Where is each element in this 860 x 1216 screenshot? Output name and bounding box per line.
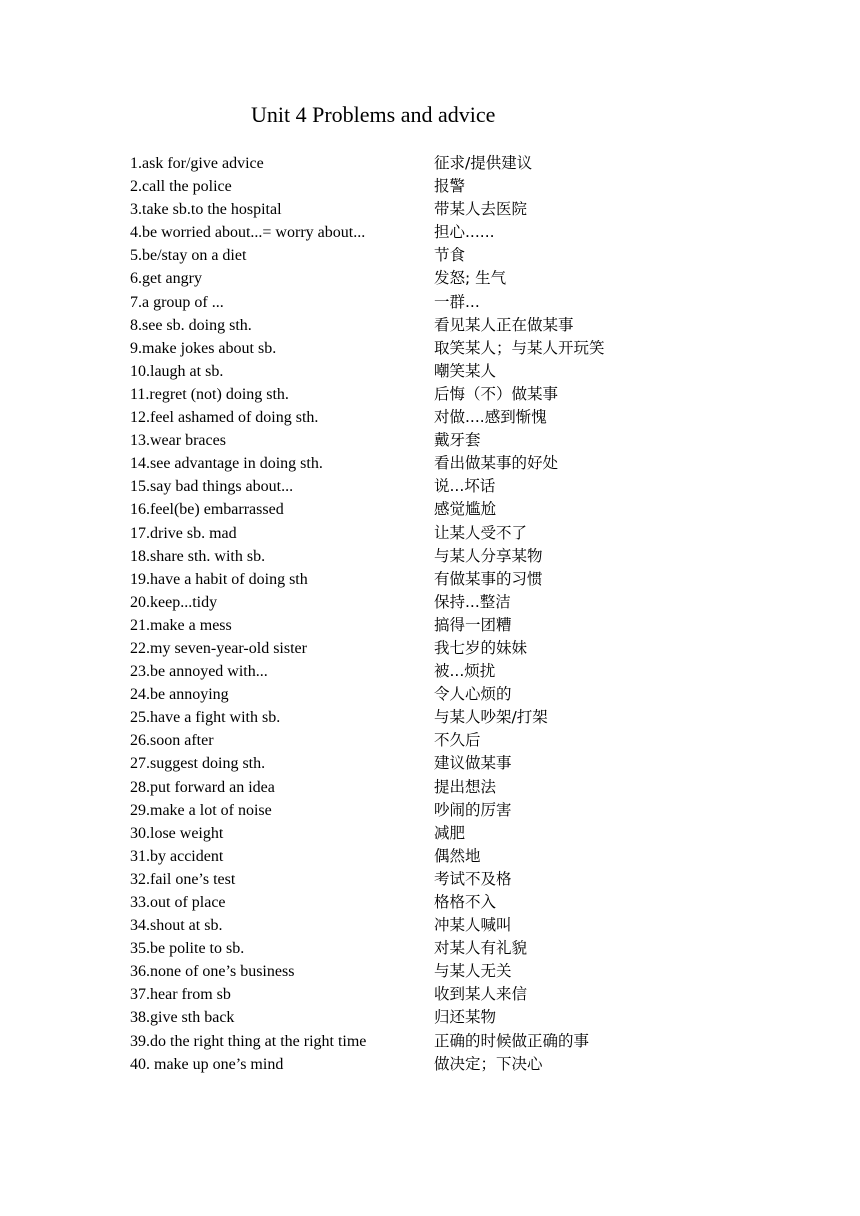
- vocabulary-row: [130, 983, 730, 1006]
- vocabulary-row: [130, 706, 730, 729]
- chinese-translation: 吵闹的厉害: [434, 800, 512, 819]
- vocabulary-row: [130, 960, 730, 983]
- vocabulary-row: [130, 568, 730, 591]
- english-phrase: 38.give sth back: [130, 1009, 235, 1027]
- english-phrase: 31.by accident: [130, 847, 224, 865]
- english-phrase: 36.none of one’s business: [130, 963, 295, 981]
- english-phrase: 3.take sb.to the hospital: [130, 201, 282, 219]
- english-phrase: 24.be annoying: [130, 686, 229, 704]
- english-phrase: 11.regret (not) doing sth.: [130, 385, 289, 403]
- vocabulary-row: [130, 383, 730, 406]
- chinese-translation: 看出做某事的好处: [434, 454, 559, 473]
- vocabulary-row: [130, 314, 730, 337]
- page-title: Unit 4 Problems and advice: [251, 102, 496, 127]
- vocabulary-row: [130, 522, 730, 545]
- vocabulary-row: [130, 545, 730, 568]
- chinese-translation: 与某人吵架/打架: [434, 708, 548, 727]
- chinese-translation: 偶然地: [434, 846, 481, 865]
- vocabulary-row: [130, 337, 730, 360]
- chinese-translation: 说...坏话: [434, 477, 496, 496]
- vocabulary-row: [130, 776, 730, 799]
- vocabulary-row: [130, 498, 730, 521]
- chinese-translation: 不久后: [434, 731, 481, 750]
- vocabulary-row: [130, 914, 730, 937]
- english-phrase: 35.be polite to sb.: [130, 940, 245, 958]
- chinese-translation: 取笑某人；与某人开玩笑: [434, 338, 605, 357]
- vocabulary-row: [130, 221, 730, 244]
- english-phrase: 1.ask for/give advice: [130, 155, 264, 172]
- english-phrase: 23.be annoyed with...: [130, 663, 268, 681]
- chinese-translation: 归还某物: [434, 1008, 497, 1027]
- english-phrase: 18.share sth. with sb.: [130, 547, 266, 565]
- chinese-translation: 感觉尴尬: [434, 500, 497, 519]
- english-phrase: 25.have a fight with sb.: [130, 709, 281, 727]
- chinese-translation: 戴牙套: [434, 431, 481, 450]
- vocabulary-row: [130, 729, 730, 752]
- chinese-translation: 让某人受不了: [434, 523, 528, 542]
- english-phrase: 2.call the police: [130, 178, 232, 196]
- english-phrase: 34.shout at sb.: [130, 917, 223, 935]
- english-phrase: 30.lose weight: [130, 824, 224, 842]
- chinese-translation: 提出想法: [434, 777, 497, 796]
- vocabulary-row: [130, 175, 730, 198]
- vocabulary-row: [130, 683, 730, 706]
- english-phrase: 40. make up one’s mind: [130, 1055, 284, 1073]
- english-phrase: 20.keep...tidy: [130, 593, 218, 611]
- vocabulary-row: [130, 591, 730, 614]
- vocabulary-row: [130, 637, 730, 660]
- english-phrase: 21.make a mess: [130, 616, 232, 634]
- vocabulary-row: [130, 152, 730, 175]
- chinese-translation: 令人心烦的: [434, 685, 512, 704]
- english-phrase: 26.soon after: [130, 732, 214, 750]
- english-phrase: 13.wear braces: [130, 432, 226, 450]
- vocabulary-row: [130, 1006, 730, 1029]
- vocabulary-row: [130, 267, 730, 290]
- chinese-translation: 减肥: [434, 823, 466, 842]
- english-phrase: 9.make jokes about sb.: [130, 339, 277, 357]
- chinese-translation: 与某人无关: [434, 962, 512, 981]
- english-phrase: 29.make a lot of noise: [130, 801, 272, 819]
- chinese-translation: 发怒; 生气: [434, 269, 507, 288]
- chinese-translation: 考试不及格: [434, 869, 512, 888]
- chinese-translation: 冲某人喊叫: [434, 916, 512, 935]
- english-phrase: 39.do the right thing at the right time: [130, 1032, 367, 1050]
- vocabulary-row: [130, 1053, 730, 1076]
- english-phrase: 6.get angry: [130, 270, 202, 288]
- chinese-translation: 嘲笑某人: [434, 361, 497, 380]
- english-phrase: 8.see sb. doing sth.: [130, 316, 252, 334]
- english-phrase: 4.be worried about...= worry about...: [130, 224, 366, 242]
- english-phrase: 33.out of place: [130, 894, 226, 911]
- english-phrase: 17.drive sb. mad: [130, 524, 237, 542]
- chinese-translation: 建议做某事: [434, 754, 512, 773]
- english-phrase: 12.feel ashamed of doing sth.: [130, 409, 319, 427]
- vocabulary-row: [130, 452, 730, 475]
- vocabulary-row: [130, 244, 730, 267]
- vocabulary-row: [130, 752, 730, 775]
- vocabulary-row: [130, 198, 730, 221]
- chinese-translation: 被...烦扰: [434, 662, 496, 681]
- english-phrase: 32.fail one’s test: [130, 870, 236, 888]
- vocabulary-row: [130, 1030, 730, 1053]
- chinese-translation: 节食: [434, 246, 466, 265]
- chinese-translation: 报警: [434, 177, 466, 196]
- chinese-translation: 保持...整洁: [434, 592, 511, 611]
- chinese-translation: 对做....感到惭愧: [434, 408, 547, 427]
- vocabulary-row: [130, 868, 730, 891]
- vocabulary-row: [130, 845, 730, 868]
- english-phrase: 16.feel(be) embarrassed: [130, 501, 284, 519]
- chinese-translation: 收到某人来信: [434, 985, 528, 1004]
- chinese-translation: 搞得一团糟: [434, 615, 512, 634]
- vocabulary-row: [130, 614, 730, 637]
- english-phrase: 22.my seven-year-old sister: [130, 639, 307, 657]
- vocabulary-row: [130, 937, 730, 960]
- vocabulary-row: [130, 799, 730, 822]
- vocabulary-row: [130, 475, 730, 498]
- chinese-translation: 我七岁的妹妹: [434, 638, 528, 657]
- vocabulary-row: [130, 406, 730, 429]
- chinese-translation: 带某人去医院: [434, 200, 528, 219]
- english-phrase: 14.see advantage in doing sth.: [130, 455, 323, 473]
- vocabulary-row: [130, 891, 730, 914]
- chinese-translation: 做决定；下决心: [434, 1054, 543, 1073]
- vocabulary-row: [130, 360, 730, 383]
- vocabulary-row: [130, 822, 730, 845]
- english-phrase: 37.hear from sb: [130, 986, 231, 1004]
- chinese-translation: 后悔（不）做某事: [434, 384, 559, 403]
- vocabulary-list: [130, 152, 730, 1076]
- chinese-translation: 一群...: [434, 292, 480, 311]
- english-phrase: 28.put forward an idea: [130, 778, 275, 796]
- vocabulary-row: [130, 660, 730, 683]
- vocabulary-row: [130, 429, 730, 452]
- chinese-translation: 看见某人正在做某事: [434, 315, 574, 334]
- english-phrase: 15.say bad things about...: [130, 478, 294, 496]
- english-phrase: 7.a group of ...: [130, 293, 224, 311]
- chinese-translation: 有做某事的习惯: [434, 569, 543, 588]
- english-phrase: 10.laugh at sb.: [130, 362, 224, 380]
- english-phrase: 27.suggest doing sth.: [130, 755, 266, 773]
- chinese-translation: 与某人分享某物: [434, 546, 543, 565]
- chinese-translation: 担心......: [434, 223, 495, 242]
- english-phrase: 5.be/stay on a diet: [130, 247, 247, 265]
- chinese-translation: 征求/提供建议: [434, 154, 533, 172]
- vocabulary-row: [130, 291, 730, 314]
- chinese-translation: 正确的时候做正确的事: [434, 1031, 590, 1050]
- english-phrase: 19.have a habit of doing sth: [130, 570, 308, 588]
- chinese-translation: 对某人有礼貌: [434, 939, 528, 958]
- chinese-translation: 格格不入: [434, 893, 497, 911]
